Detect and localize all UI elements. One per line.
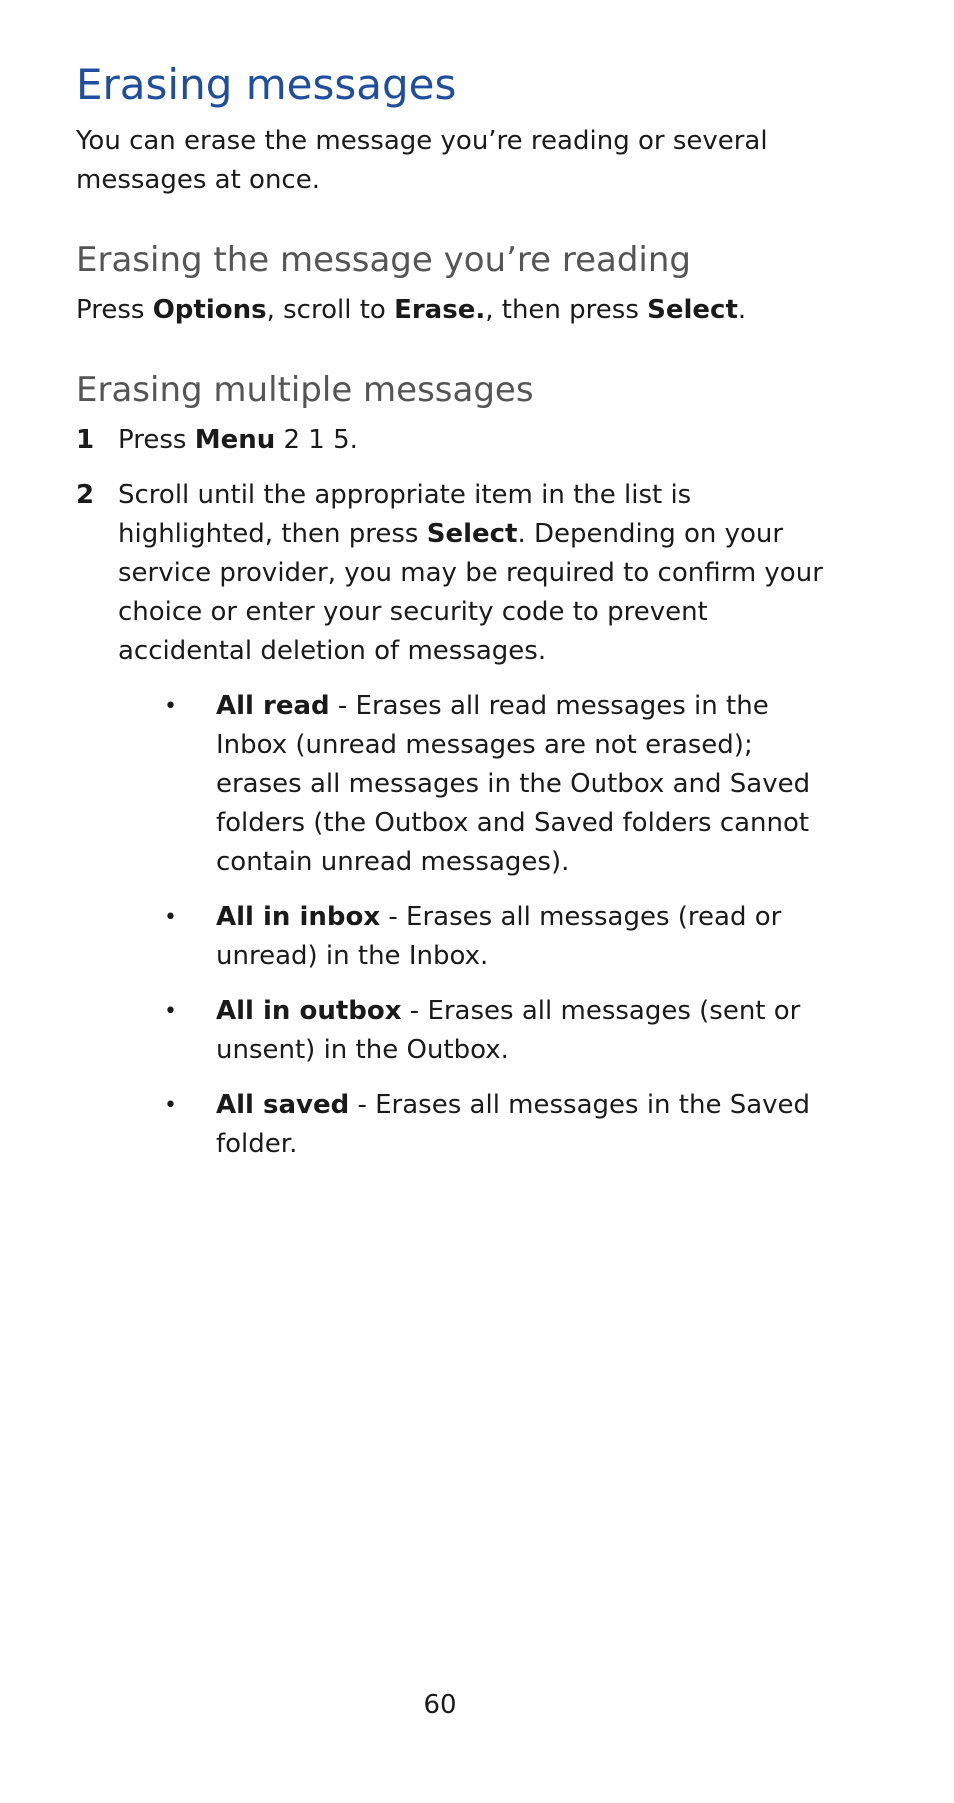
option-description: - Erases all messages (read or unread) in the Inbox. (216, 901, 782, 971)
text-fragment: 2 1 5. (275, 424, 358, 455)
text-fragment: , scroll to (266, 295, 395, 326)
intro-paragraph: You can erase the message you’re reading or several messages at once. (76, 126, 768, 196)
text-fragment: Scroll until the appropriate item in the list is highlighted, then press (118, 479, 692, 549)
bullet-icon: • (164, 998, 177, 1024)
bullet-icon: • (164, 693, 177, 719)
option-label: All saved (216, 1089, 350, 1120)
option-description: - Erases all messages in the Saved folder. (216, 1089, 811, 1159)
list-item (118, 1086, 836, 1164)
step-1 (76, 421, 836, 460)
section-heading-erase-multiple: Erasing multiple messages (76, 370, 534, 411)
key-options: Options (152, 295, 267, 326)
key-erase: Erase. (394, 295, 486, 326)
step-number: 1 (76, 424, 95, 455)
option-label: All in outbox (216, 995, 402, 1026)
page-title: Erasing messages (76, 60, 457, 109)
erase-options-list (118, 687, 836, 1164)
bullet-icon: • (164, 1092, 177, 1118)
step-number: 2 (76, 479, 95, 510)
option-description: - Erases all read messages in the Inbox (unread messages are not erased); erases all messages in the Outbox and Saved folders (the Outbox and Saved folders cannot contain unread messages). (216, 690, 811, 877)
text-fragment: Press (76, 295, 153, 326)
key-menu: Menu (194, 424, 276, 455)
list-item (118, 687, 836, 882)
key-select: Select (647, 295, 738, 326)
list-item (118, 898, 836, 976)
erase-current-instructions (76, 291, 836, 330)
list-item (118, 992, 836, 1070)
page-number: 60 (423, 1690, 457, 1720)
step-2 (76, 476, 836, 1164)
option-label: All read (216, 690, 330, 721)
option-description: - Erases all messages (sent or unsent) in the Outbox. (216, 995, 801, 1065)
section-heading-erase-current: Erasing the message you’re reading (76, 240, 691, 281)
option-label: All in inbox (216, 901, 381, 932)
text-fragment: , then press (485, 295, 648, 326)
key-select: Select (426, 518, 518, 549)
bullet-icon: • (164, 904, 177, 930)
text-fragment: . Depending on your service provider, you may be required to confirm your choice or enter your security code to prevent accidental deletion of messages. (118, 518, 823, 666)
text-fragment: Press (118, 424, 195, 455)
text-fragment: . (737, 295, 747, 326)
page-content (76, 60, 836, 1180)
